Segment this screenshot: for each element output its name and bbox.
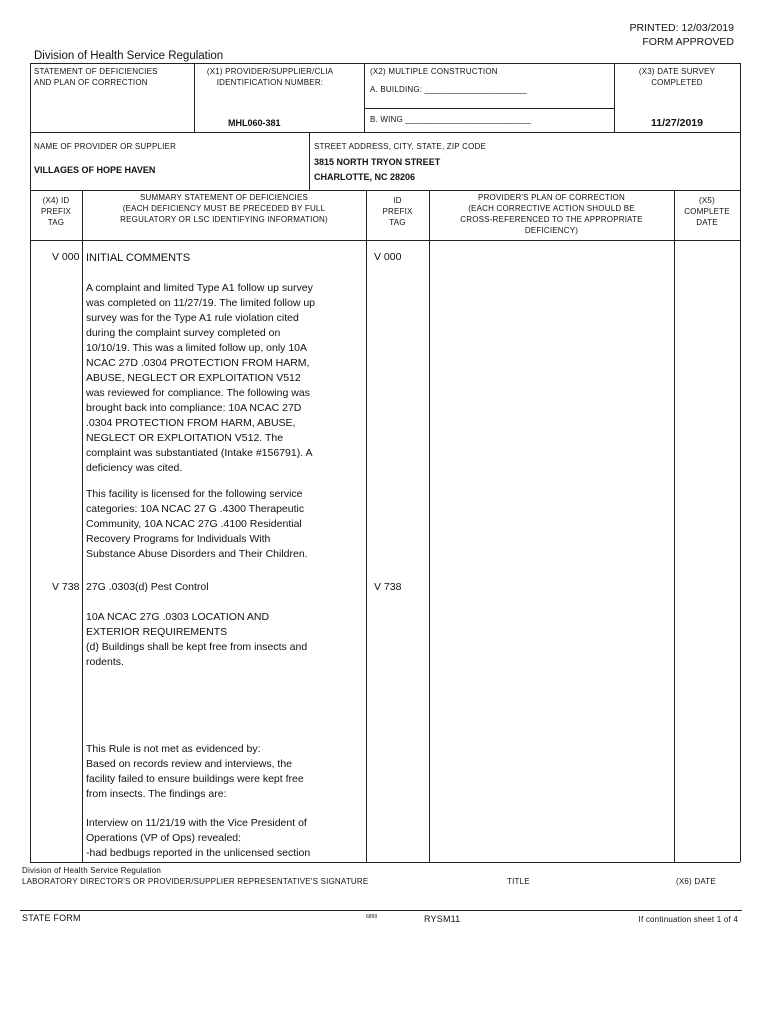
division-title: Division of Health Service Regulation <box>34 50 224 62</box>
x4-header: (X4) ID PREFIX TAG <box>40 196 72 227</box>
id-prefix-header: ID PREFIX TAG <box>382 196 413 227</box>
entry-paragraph: A complaint and limited Type A1 follow up survey was completed on 11/27/19. The limited follow up survey was for the Type A1 rule violation cited during the complaint survey completed on 10/10/19. This was a limited follow up, only 10A NCAC 27D .0304 PROTECTION FROM HARM, ABUSE, NEGLECT OR EXPLOITATION V512 was reviewed for compliance. The following was brought back into compliance: 10A NCAC 27D .0304 PROTECTION FROM HARM, ABUSE, NEGLECT OR EXPLOITATION V512. The complaint was substantiated (Intake #156791). A deficiency was cited. <box>86 282 315 474</box>
x1-label: (X1) PROVIDER/SUPPLIER/CLIA IDENTIFICATION NUMBER: <box>206 67 334 87</box>
x2-label: (X2) MULTIPLE CONSTRUCTION <box>370 67 498 76</box>
street-line-2: CHARLOTTE, NC 28206 <box>314 172 416 182</box>
entry-tag: V 738 <box>52 581 80 593</box>
printed-date: PRINTED: 12/03/2019 <box>629 22 734 34</box>
street-label: STREET ADDRESS, CITY, STATE, ZIP CODE <box>314 142 487 151</box>
title-label: TITLE <box>507 877 530 886</box>
date-label: (X6) DATE <box>676 877 716 886</box>
entry-title: INITIAL COMMENTS <box>86 252 191 264</box>
state-form-label: STATE FORM <box>22 913 81 923</box>
wing-label: B. WING ___________________________ <box>370 115 531 124</box>
building-label: A. BUILDING: ______________________ <box>370 85 527 94</box>
continuation-sheet: If continuation sheet 1 of 4 <box>638 915 738 924</box>
entry-title: 27G .0303(d) Pest Control <box>86 581 209 593</box>
entry-paragraph: 10A NCAC 27G .0303 LOCATION AND EXTERIOR REQUIREMENTS (d) Buildings shall be kept free from insects and rodents. <box>86 611 308 668</box>
x3-label: (X3) DATE SURVEY COMPLETED <box>638 67 716 87</box>
entry-paragraph: Interview on 11/21/19 with the Vice President of Operations (VP of Ops) revealed: -had bedbugs reported in the unlicensed section <box>86 817 311 859</box>
form-code: 6899 <box>366 914 378 920</box>
provider-id-number: MHL060-381 <box>228 118 281 128</box>
provider-name: VILLAGES OF HOPE HAVEN <box>34 165 156 175</box>
form-approved: FORM APPROVED <box>642 36 734 48</box>
summary-header: SUMMARY STATEMENT OF DEFICIENCIES (EACH DEFICIENCY MUST BE PRECEDED BY FULL REGULATORY OR LSC IDENTIFYING INFORMATION) <box>120 193 328 224</box>
footer-division: Division of Health Service Regulation <box>22 866 162 875</box>
provider-label: NAME OF PROVIDER OR SUPPLIER <box>34 142 177 151</box>
entry-paragraph: This Rule is not met as evidenced by: Based on records review and interviews, the facility failed to ensure buildings were kept free from insects. The findings are: <box>86 743 304 800</box>
entry-id-tag: V 738 <box>374 581 402 593</box>
entry-tag: V 000 <box>52 251 80 263</box>
survey-completed-date: 11/27/2019 <box>651 117 703 129</box>
x5-header: (X5) COMPLETE DATE <box>684 196 730 227</box>
rysm-code: RYSM11 <box>424 914 461 924</box>
signature-label: LABORATORY DIRECTOR'S OR PROVIDER/SUPPLIER REPRESENTATIVE'S SIGNATURE <box>22 877 369 886</box>
plan-header: PROVIDER'S PLAN OF CORRECTION (EACH CORRECTIVE ACTION SHOULD BE CROSS-REFERENCED TO THE APPROPRIATE DEFICIENCY) <box>460 193 643 235</box>
entry-id-tag: V 000 <box>374 251 402 263</box>
street-line-1: 3815 NORTH TRYON STREET <box>314 157 441 167</box>
statement-label: STATEMENT OF DEFICIENCIES AND PLAN OF CORRECTION <box>34 67 158 87</box>
entry-paragraph: This facility is licensed for the following service categories: 10A NCAC 27 G .4300 Therapeutic Community, 10A NCAC 27G .4100 Residential Recovery Programs for Individuals With Substance Abuse Disorders and Their Children. <box>86 488 308 560</box>
